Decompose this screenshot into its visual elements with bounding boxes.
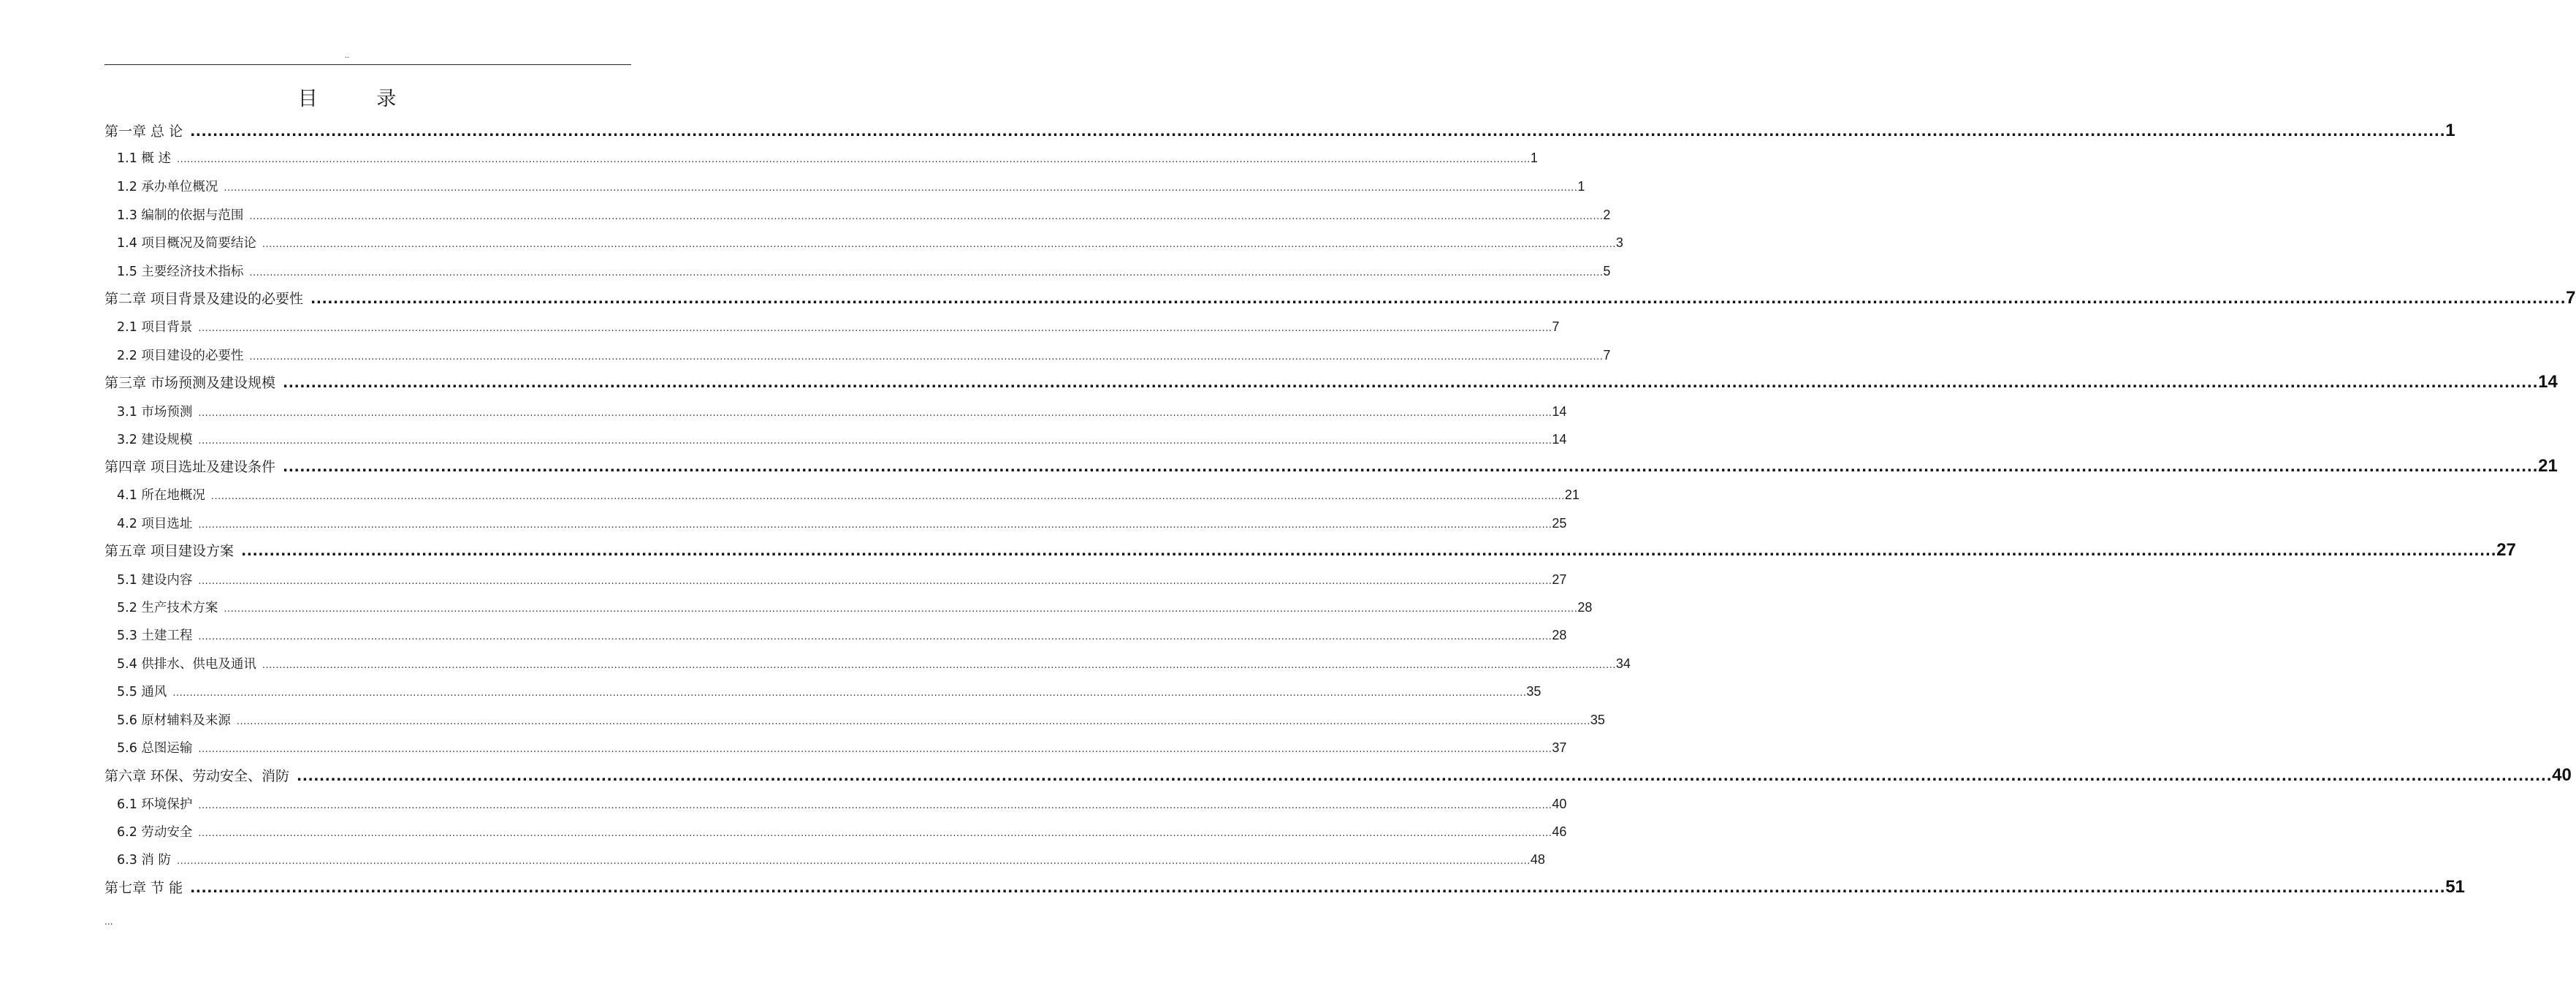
toc-leader-dots: ................................................................................................................................................................................................................................................................................................................................................................................................................ — [283, 459, 2539, 475]
toc-section-entry[interactable] — [117, 596, 1593, 618]
toc-leader-dots: ................................................................................................................................................................................................................................................................................................................................................................................................................ — [249, 267, 1604, 278]
toc-leader-dots: ................................................................................................................................................................................................................................................................................................................................................................................................................ — [310, 291, 2567, 307]
toc-leader-dots: ................................................................................................................................................................................................................................................................................................................................................................................................................ — [224, 183, 1578, 194]
toc-section-entry[interactable] — [117, 147, 1538, 169]
toc-leader-dots: ................................................................................................................................................................................................................................................................................................................................................................................................................ — [198, 408, 1552, 419]
toc-page-number: 14 — [1552, 404, 1567, 419]
toc-page-number: 3 — [1615, 235, 1623, 250]
header-rule — [104, 64, 631, 65]
toc-page-number: 25 — [1552, 516, 1567, 531]
toc-page-number: 35 — [1590, 713, 1605, 727]
toc-leader-dots: ................................................................................................................................................................................................................................................................................................................................................................................................................ — [176, 154, 1531, 165]
toc-page-number: 1 — [1530, 151, 1538, 165]
toc-section-entry[interactable] — [117, 653, 1631, 675]
toc-chapter-entry[interactable] — [104, 538, 2516, 563]
toc-page-number: 40 — [2552, 765, 2572, 785]
toc-page-number: 34 — [1615, 656, 1631, 671]
toc-leader-dots: ................................................................................................................................................................................................................................................................................................................................................................................................................ — [210, 491, 1565, 502]
toc-page-number: 37 — [1552, 740, 1567, 755]
toc-section-entry[interactable] — [117, 401, 1567, 422]
toc-section-entry[interactable] — [117, 175, 1585, 197]
toc-entry-label: 5.3 土建工程 — [117, 629, 193, 643]
toc-leader-dots: ................................................................................................................................................................................................................................................................................................................................................................................................................ — [198, 323, 1552, 334]
toc-entry-label: 第三章 市场预测及建设规模 — [104, 375, 276, 391]
toc-section-entry[interactable] — [117, 737, 1567, 759]
toc-entry-label: 6.1 环境保护 — [117, 797, 193, 812]
toc-page-number: 2 — [1603, 208, 1611, 222]
toc-page-number: 21 — [2538, 456, 2558, 476]
toc-leader-dots: ................................................................................................................................................................................................................................................................................................................................................................................................................ — [249, 352, 1604, 363]
toc-leader-dots: ................................................................................................................................................................................................................................................................................................................................................................................................................ — [262, 660, 1616, 671]
toc-page-number: 7 — [1552, 319, 1560, 334]
toc-entry-label: 第四章 项目选址及建设条件 — [104, 459, 276, 475]
toc-entry-label: 1.4 项目概况及简要结论 — [117, 236, 256, 251]
toc-leader-dots: ................................................................................................................................................................................................................................................................................................................................................................................................................ — [249, 211, 1604, 222]
toc-entry-label: 1.1 概 述 — [117, 151, 171, 166]
toc-page-number: 28 — [1552, 628, 1567, 642]
toc-leader-dots: ................................................................................................................................................................................................................................................................................................................................................................................................................ — [198, 800, 1552, 811]
toc-entry-label: 2.1 项目背景 — [117, 320, 193, 335]
toc-entry-label: 第七章 节 能 — [104, 880, 183, 896]
toc-section-entry[interactable] — [117, 709, 1605, 731]
toc-entry-label: 6.3 消 防 — [117, 853, 171, 868]
toc-page-number: 27 — [1552, 572, 1567, 587]
toc-section-entry[interactable] — [117, 260, 1611, 282]
toc-page-number: 14 — [1552, 432, 1567, 447]
toc-chapter-entry[interactable] — [104, 370, 2558, 395]
toc-entry-label: 3.2 建设规模 — [117, 433, 193, 447]
toc-page-number: 46 — [1552, 824, 1567, 839]
toc-entry-label: 5.6 原材辅料及来源 — [117, 713, 231, 728]
toc-leader-dots: ................................................................................................................................................................................................................................................................................................................................................................................................................ — [198, 436, 1552, 447]
toc-entry-label: 1.3 编制的依据与范围 — [117, 208, 244, 223]
toc-section-entry[interactable] — [117, 428, 1567, 450]
toc-page-number: 7 — [1603, 348, 1611, 363]
toc-leader-dots: ................................................................................................................................................................................................................................................................................................................................................................................................................ — [198, 828, 1552, 839]
toc-leader-dots: ................................................................................................................................................................................................................................................................................................................................................................................................................ — [190, 124, 2446, 140]
toc-page-number: 21 — [1564, 487, 1579, 502]
toc-section-entry[interactable] — [117, 569, 1567, 591]
toc-page-number: 14 — [2538, 372, 2558, 392]
toc-leader-dots: ................................................................................................................................................................................................................................................................................................................................................................................................................ — [198, 520, 1552, 531]
toc-section-entry[interactable] — [117, 680, 1542, 702]
header-mark: .. — [344, 52, 350, 60]
toc-entry-label: 第二章 项目背景及建设的必要性 — [104, 291, 304, 307]
toc-entry-label: 1.2 承办单位概况 — [117, 180, 218, 194]
toc-section-entry[interactable] — [117, 232, 1623, 254]
toc-entry-label: 5.4 供排水、供电及通讯 — [117, 657, 256, 672]
toc-entry-label: 第五章 项目建设方案 — [104, 543, 235, 559]
toc-leader-dots: ................................................................................................................................................................................................................................................................................................................................................................................................................ — [236, 716, 1590, 727]
toc-entry-label: 第一章 总 论 — [104, 124, 183, 140]
toc-chapter-entry[interactable] — [104, 118, 2455, 143]
toc-page-number: 5 — [1603, 264, 1611, 278]
toc-section-entry[interactable] — [117, 821, 1567, 843]
toc-chapter-entry[interactable] — [104, 454, 2558, 479]
toc-entry-label: 5.2 生产技术方案 — [117, 601, 218, 615]
toc-leader-dots: ................................................................................................................................................................................................................................................................................................................................................................................................................ — [262, 239, 1616, 250]
toc-leader-dots: ................................................................................................................................................................................................................................................................................................................................................................................................................ — [198, 576, 1552, 587]
toc-page-number: 27 — [2496, 540, 2516, 560]
toc-entry-label: 3.1 市场预测 — [117, 405, 193, 420]
toc-section-entry[interactable] — [117, 484, 1579, 506]
page-title: 目 录 — [297, 88, 423, 110]
toc-entry-label: 6.2 劳动安全 — [117, 825, 193, 840]
toc-section-entry[interactable] — [117, 793, 1567, 815]
toc-section-entry[interactable] — [117, 849, 1545, 870]
toc-chapter-entry[interactable] — [104, 286, 2576, 311]
toc-section-entry[interactable] — [117, 204, 1611, 226]
toc-page-number: 35 — [1526, 684, 1542, 699]
toc-page-number: 7 — [2566, 288, 2576, 308]
toc-leader-dots: ................................................................................................................................................................................................................................................................................................................................................................................................................ — [224, 604, 1578, 615]
toc-leader-dots: ................................................................................................................................................................................................................................................................................................................................................................................................................ — [172, 688, 1527, 699]
toc-page-number: 1 — [2445, 121, 2455, 140]
toc-entry-label: 5.1 建设内容 — [117, 573, 193, 588]
toc-page-number: 1 — [1577, 179, 1585, 194]
toc-entry-label: 5.6 总图运输 — [117, 741, 193, 756]
toc-page-number: 51 — [2445, 877, 2465, 897]
toc-leader-dots: ................................................................................................................................................................................................................................................................................................................................................................................................................ — [198, 631, 1552, 642]
toc-leader-dots: ................................................................................................................................................................................................................................................................................................................................................................................................................ — [241, 543, 2497, 559]
toc-section-entry[interactable] — [117, 512, 1567, 534]
toc-entry-label: 4.1 所在地概况 — [117, 488, 205, 503]
toc-section-entry[interactable] — [117, 344, 1611, 366]
toc-leader-dots: ................................................................................................................................................................................................................................................................................................................................................................................................................ — [283, 375, 2539, 391]
footer-mark: ... — [104, 916, 113, 927]
toc-page-number: 40 — [1552, 797, 1567, 811]
toc-entry-label: 4.2 项目选址 — [117, 517, 193, 531]
toc-entry-label: 第六章 环保、劳动安全、消防 — [104, 768, 290, 784]
toc-entry-label: 1.5 主要经济技术指标 — [117, 265, 244, 279]
toc-section-entry[interactable] — [117, 316, 1560, 338]
toc-leader-dots: ................................................................................................................................................................................................................................................................................................................................................................................................................ — [297, 768, 2553, 784]
toc-leader-dots: ................................................................................................................................................................................................................................................................................................................................................................................................................ — [190, 880, 2446, 896]
toc-section-entry[interactable] — [117, 624, 1567, 646]
toc-leader-dots: ................................................................................................................................................................................................................................................................................................................................................................................................................ — [176, 856, 1531, 867]
toc-page-number: 48 — [1530, 852, 1545, 867]
toc-entry-label: 2.2 项目建设的必要性 — [117, 349, 244, 363]
toc-chapter-entry[interactable] — [104, 875, 2465, 900]
toc-page-number: 28 — [1577, 600, 1593, 615]
toc-entry-label: 5.5 通风 — [117, 685, 167, 699]
toc-chapter-entry[interactable] — [104, 763, 2572, 788]
toc-leader-dots: ................................................................................................................................................................................................................................................................................................................................................................................................................ — [198, 744, 1552, 755]
